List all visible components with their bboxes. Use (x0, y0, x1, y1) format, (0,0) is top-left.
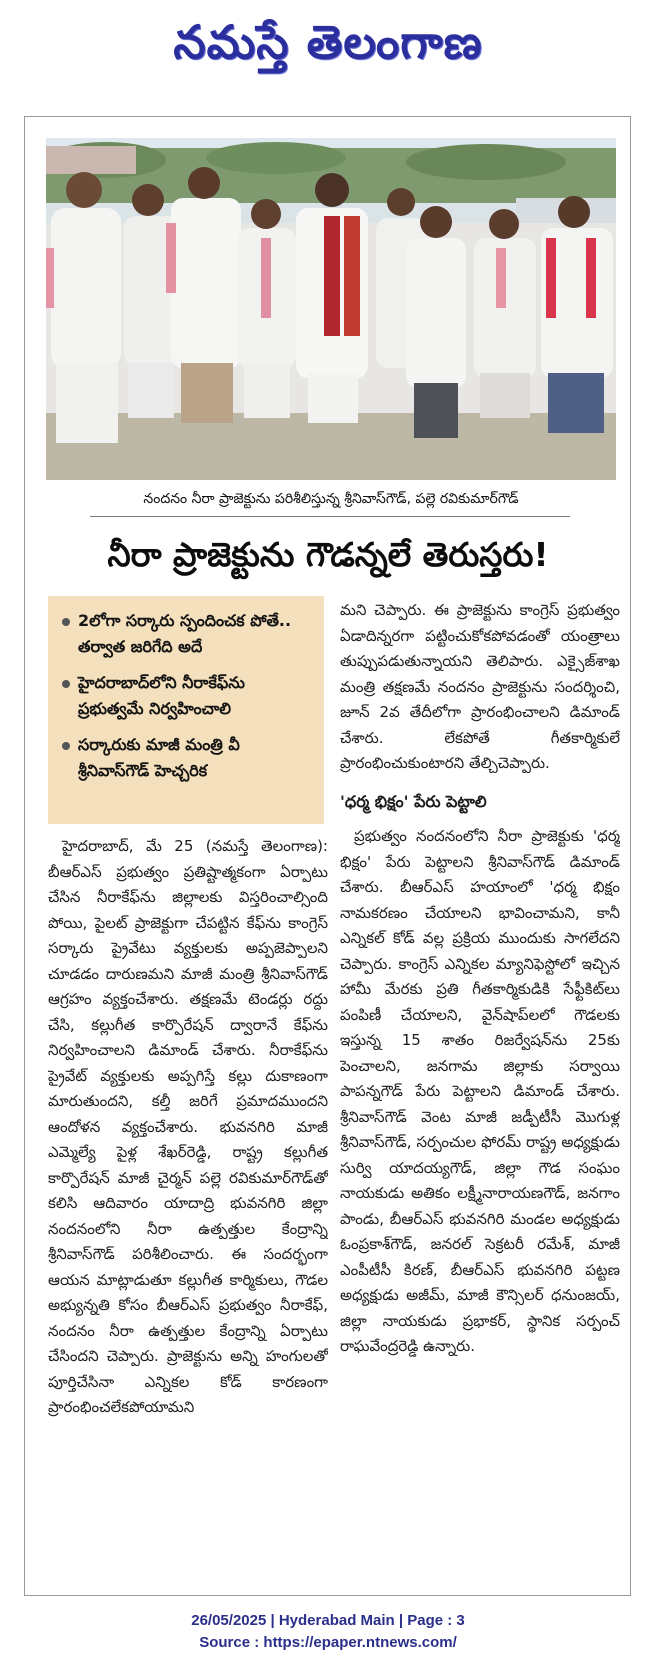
article-column-left (48, 834, 328, 1582)
bullet-icon (62, 618, 70, 626)
article-paragraph: మని చెప్పారు. ఈ ప్రాజెక్టును కాంగ్రెస్ ప్రభుత్వం ఏడాదిన్నరగా పట్టించుకోకపోవడంతో యంత్రాలు తుప్పుపడుతున్నాయని తెలిపారు. ఎక్సైజ్‌శాఖ మంత్రి తక్షణమే నందనం ప్రాజెక్టును సందర్శించి, జూన్ 2వ తేదీలోగా ప్రారంభించాలని డిమాండ్ చేశారు. లేకపోతే గీతకార్మికులే ప్రారంభించుకుంటారని తేల్చిచెప్పారు. (340, 601, 620, 772)
photo-caption: నందనం నీరా ప్రాజెక్టును పరిశీలిస్తున్న శ్రీనివాస్‌గౌడ్, పల్లె రవికుమార్‌గౌడ్ (143, 491, 519, 507)
highlight-item (62, 608, 312, 660)
divider (90, 516, 570, 517)
photo-illustration (46, 138, 616, 480)
headline: నీరా ప్రాజెక్టును గౌడన్నలే తెరుస్తరు! (107, 535, 549, 574)
highlight-text: 2లోగా సర్కారు స్పందించక పోతే.. తర్వాత జరిగేది అదే (78, 611, 292, 656)
highlight-item (62, 732, 312, 784)
article-column-right (340, 598, 620, 1588)
article-subhead: 'ధర్మ భిక్షం' పేరు పెట్టాలి (340, 791, 487, 811)
highlight-text: సర్కారుకు మాజీ మంత్రి వీ శ్రీనివాస్‌గౌడ్ హెచ్చరిక (78, 735, 240, 780)
highlights-box (48, 596, 324, 824)
bullet-icon (62, 680, 70, 688)
masthead (0, 0, 656, 96)
article-paragraph: ప్రభుత్వం నందనంలోని నీరా ప్రాజెక్టుకు 'ధర్మ భిక్షం' పేరు పెట్టాలని శ్రీనివాస్‌గౌడ్ డిమాండ్ చేశారు. బీఆర్‌ఎస్ హయాంలో 'ధర్మ భిక్షం నామకరణం చేయాలని భావించామని, కానీ ఎన్నికల్ కోడ్ వల్ల ప్రక్రియ ముందుకు సాగలేదని చెప్పారు. కాంగ్రెస్ ఎన్నికల మ్యానిఫెస్టోలో ఇచ్చిన హామీ మేరకు ప్రతి గీతకార్మికుడికి సేఫ్టీకిట్‌లు పంపిణీ చేయాలని, వైన్‌షాప్‌లలో గౌడలకు ఇస్తున్న 15 శాతం రిజర్వేషన్‌ను 25కు పెంచాలని, జనగామ జిల్లాకు సర్వాయి పాపన్నగౌడ్ పేరు పెట్టాలని డిమాండ్ చేశారు. శ్రీనివాస్‌గౌడ్ వెంట మాజీ జడ్పీటీసీ మొగుళ్ల శ్రీనివాస్‌గౌడ్, సర్పంచుల ఫోరమ్ రాష్ట్ర అధ్యక్షుడు సుర్వి యాదయ్యగౌడ్, జిల్లా గౌడ సంఘం నాయకుడు అతికం లక్ష్మీనారాయణగౌడ్, జనగాం పాండు, బీఆర్‌ఎస్ భువనగిరి మండల అధ్యక్షుడు ఓంప్రకాశ్‌గౌడ్, జనరల్ సెక్రటరీ రమేశ్, మాజీ ఎంపీటీసీ కిరణ్, బీఆర్‌ఎస్ భువనగిరి పట్టణ అధ్యక్షుడు అజీమ్, మాజీ కౌన్సిలర్ ధనుంజయ్, జిల్లా నాయకుడు ప్రభాకర్, స్థానిక సర్పంచ్ రాఘవేంద్రరెడ్డి ఉన్నారు. (340, 827, 620, 1355)
highlight-text: హైదరాబాద్‌లోని నీరాకేఫ్‌ను ప్రభుత్వమే నిర్వహించాలి (78, 673, 245, 718)
footer-source: Source : https://epaper.ntnews.com/ (199, 1634, 457, 1651)
masthead-title: నమస్తే తెలంగాణ (173, 15, 483, 69)
news-photo (46, 138, 616, 480)
article-paragraph: హైదరాబాద్, మే 25 (నమస్తే తెలంగాణ): బీఆర్‌ఎస్ ప్రభుత్వం ప్రతిష్టాత్మకంగా ఏర్పాటు చేసిన నీరాకేఫ్‌ను జిల్లాలకు విస్తరించాల్సింది పోయి, పైలట్ ప్రాజెక్టుగా చేపట్టిన కేఫ్‌ను కాంగ్రెస్ సర్కారు ప్రైవేటు వ్యక్తులకు అప్పజెప్పాలని చూడడం దారుణమని మాజీ మంత్రి శ్రీనివాస్‌గౌడ్ ఆగ్రహం వ్యక్తంచేశారు. తక్షణమే టెండర్లు రద్దు చేసి, కల్లుగీత కార్పొరేషన్ ద్వారానే కేఫ్‌ను నిర్వహించాలని డిమాండ్ చేశారు. నీరాకేఫ్‌ను ప్రైవేట్ వ్యక్తులకు అప్పగిస్తే కల్లు దుకాణంగా మారుతుందని, కల్తీ జరిగే ప్రమాదముందని ఆందోళన వ్యక్తంచేశారు. భువనగిరి మాజీ ఎమ్మెల్యే పైళ్ల శేఖర్‌రెడ్డి, రాష్ట్ర కల్లుగీత కార్పొరేషన్ మాజీ చైర్మన్ పల్లె రవికుమార్‌గౌడ్‌తో కలిసి ఆదివారం యాదాద్రి భువనగిరి జిల్లా నందనంలోని నీరా ఉత్పత్తుల కేంద్రాన్ని శ్రీనివాస్‌గౌడ్ పరిశీలించారు. ఈ సందర్భంగా ఆయన మాట్లాడుతూ కల్లుగీత కార్మికులు, గౌడల అభ్యున్నతి కోసం బీఆర్‌ఎస్ ప్రభుత్వం నీరాకేఫ్, నందనం నీరా ఉత్పత్తుల కేంద్రాన్ని ఏర్పాటు చేసిందని చెప్పారు. ప్రాజెక్టును అన్ని హంగులతో పూర్తిచేసినా ఎన్నికల కోడ్ కారణంగా ప్రారంభించలేకపోయామని (48, 837, 328, 1416)
footer-date-edition: 26/05/2025 | Hyderabad Main | Page : 3 (191, 1612, 465, 1629)
bullet-icon (62, 742, 70, 750)
highlight-item (62, 670, 312, 722)
footer (0, 1610, 656, 1660)
